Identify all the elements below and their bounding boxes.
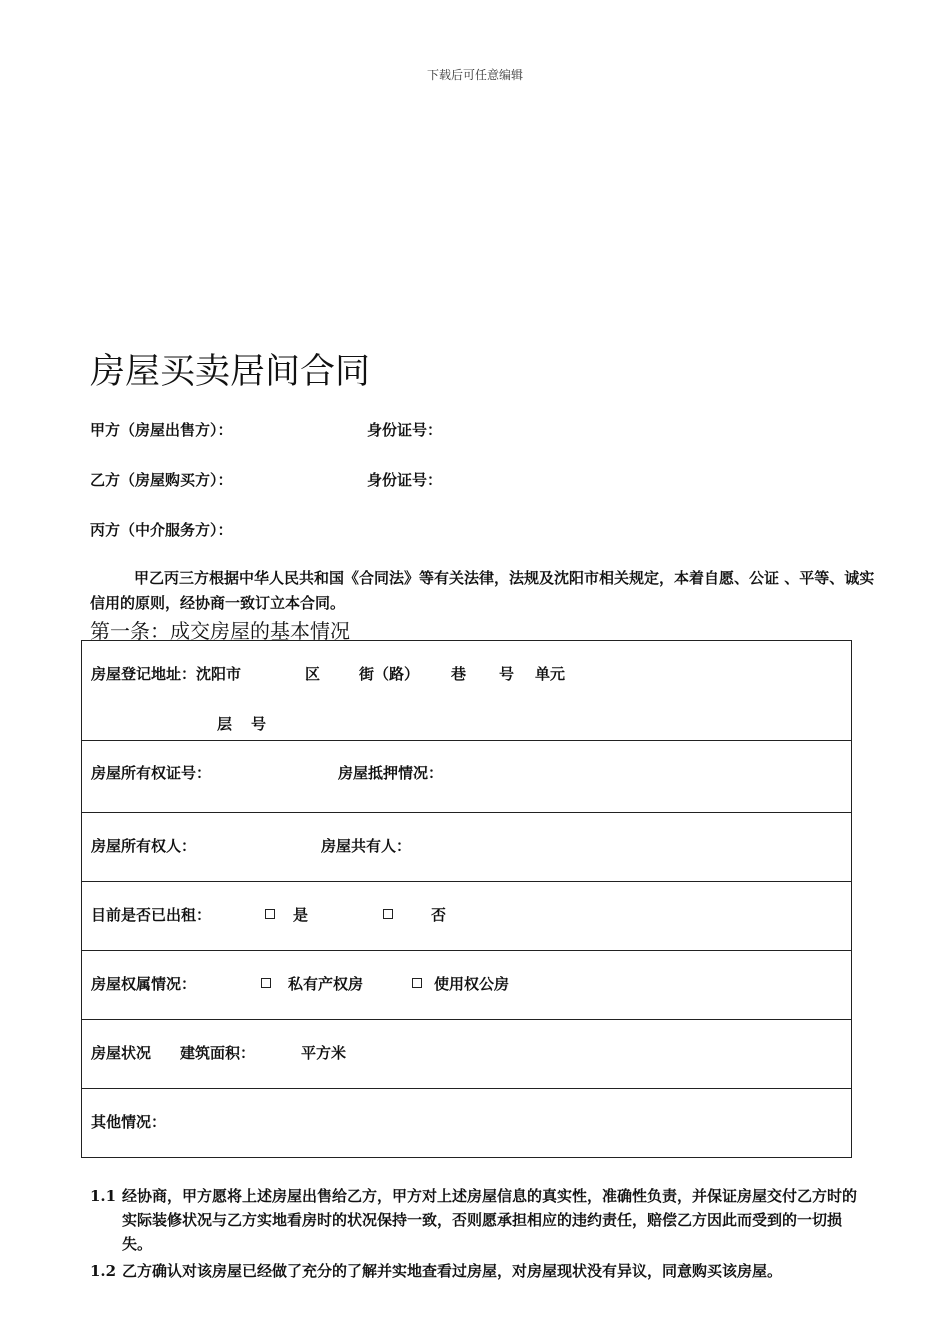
clause-text: 经协商，甲方愿将上述房屋出售给乙方，甲方对上述房屋信息的真实性，准确性负责，并保证房屋交付乙方时的实际装修状况与乙方实地看房时的状况保持一致，否则愿承担相应的违约责任，赔偿乙方因此而受到的一切损失。 <box>122 1187 858 1253</box>
rented-no-checkbox[interactable] <box>383 904 393 922</box>
owner-label: 房屋所有权人： <box>91 837 197 855</box>
header-note: 下载后可任意编辑 <box>426 68 523 82</box>
area-unit: 平方米 <box>301 1044 347 1062</box>
ownership-public-checkbox[interactable] <box>412 973 422 991</box>
address-label: 房屋登记地址：沈阳市 <box>91 665 242 683</box>
ownership-private-checkbox[interactable] <box>261 973 271 991</box>
row-other <box>82 1089 851 1157</box>
clause-1-1 <box>90 1184 870 1256</box>
area-label: 建筑面积： <box>180 1044 256 1062</box>
checkbox-icon <box>412 978 422 988</box>
rented-no-label: 否 <box>431 906 447 924</box>
rented-yes-label: 是 <box>293 906 309 924</box>
party-a-id-label: 身份证号： <box>367 421 443 439</box>
row-address <box>82 641 851 741</box>
ownership-public-label: 使用权公房 <box>434 975 510 993</box>
address-district: 区 <box>305 665 321 683</box>
rented-yes-checkbox[interactable] <box>265 904 275 922</box>
checkbox-icon <box>261 978 271 988</box>
mortgage-label: 房屋抵押情况： <box>338 764 444 782</box>
document-title: 房屋买卖居间合同 <box>90 352 371 392</box>
clause-number: 1.1 <box>90 1187 117 1205</box>
address-room: 号 <box>251 715 267 733</box>
ownership-private-label: 私有产权房 <box>288 975 364 993</box>
party-a-label: 甲方（房屋出售方）： <box>90 421 233 439</box>
intro-paragraph: 甲乙丙三方根据中华人民共和国《合同法》等有关法律，法规及沈阳市相关规定，本着自愿、公证 、平等、诚实信用的原则，经协商一致订立本合同。 <box>90 569 875 612</box>
party-b-label: 乙方（房屋购买方）： <box>90 471 233 489</box>
other-label: 其他情况： <box>91 1113 167 1131</box>
address-street: 街（路） <box>359 665 420 683</box>
address-number: 号 <box>499 665 515 683</box>
clause-number: 1.2 <box>90 1262 117 1280</box>
party-c-label: 丙方（中介服务方）： <box>90 521 233 539</box>
row-owner <box>82 813 851 882</box>
ownership-label: 房屋权属情况： <box>91 975 197 993</box>
row-status <box>82 1020 851 1089</box>
property-info-table <box>81 640 852 1158</box>
row-rented <box>82 882 851 951</box>
co-owner-label: 房屋共有人： <box>321 837 412 855</box>
address-floor: 层 <box>217 715 233 733</box>
row-ownership <box>82 951 851 1020</box>
section-title: 第一条：成交房屋的基本情况 <box>90 619 350 643</box>
clause-text: 乙方确认对该房屋已经做了充分的了解并实地查看过房屋，对房屋现状没有异议，同意购买该房屋。 <box>122 1262 783 1280</box>
clause-1-2 <box>90 1259 870 1283</box>
checkbox-icon <box>265 909 275 919</box>
address-unit: 单元 <box>535 665 566 683</box>
party-b-id-label: 身份证号： <box>367 471 443 489</box>
checkbox-icon <box>383 909 393 919</box>
row-certificate <box>82 741 851 813</box>
address-lane: 巷 <box>451 665 467 683</box>
status-label: 房屋状况 <box>91 1044 152 1062</box>
rented-label: 目前是否已出租： <box>91 906 212 924</box>
cert-label: 房屋所有权证号： <box>91 764 212 782</box>
